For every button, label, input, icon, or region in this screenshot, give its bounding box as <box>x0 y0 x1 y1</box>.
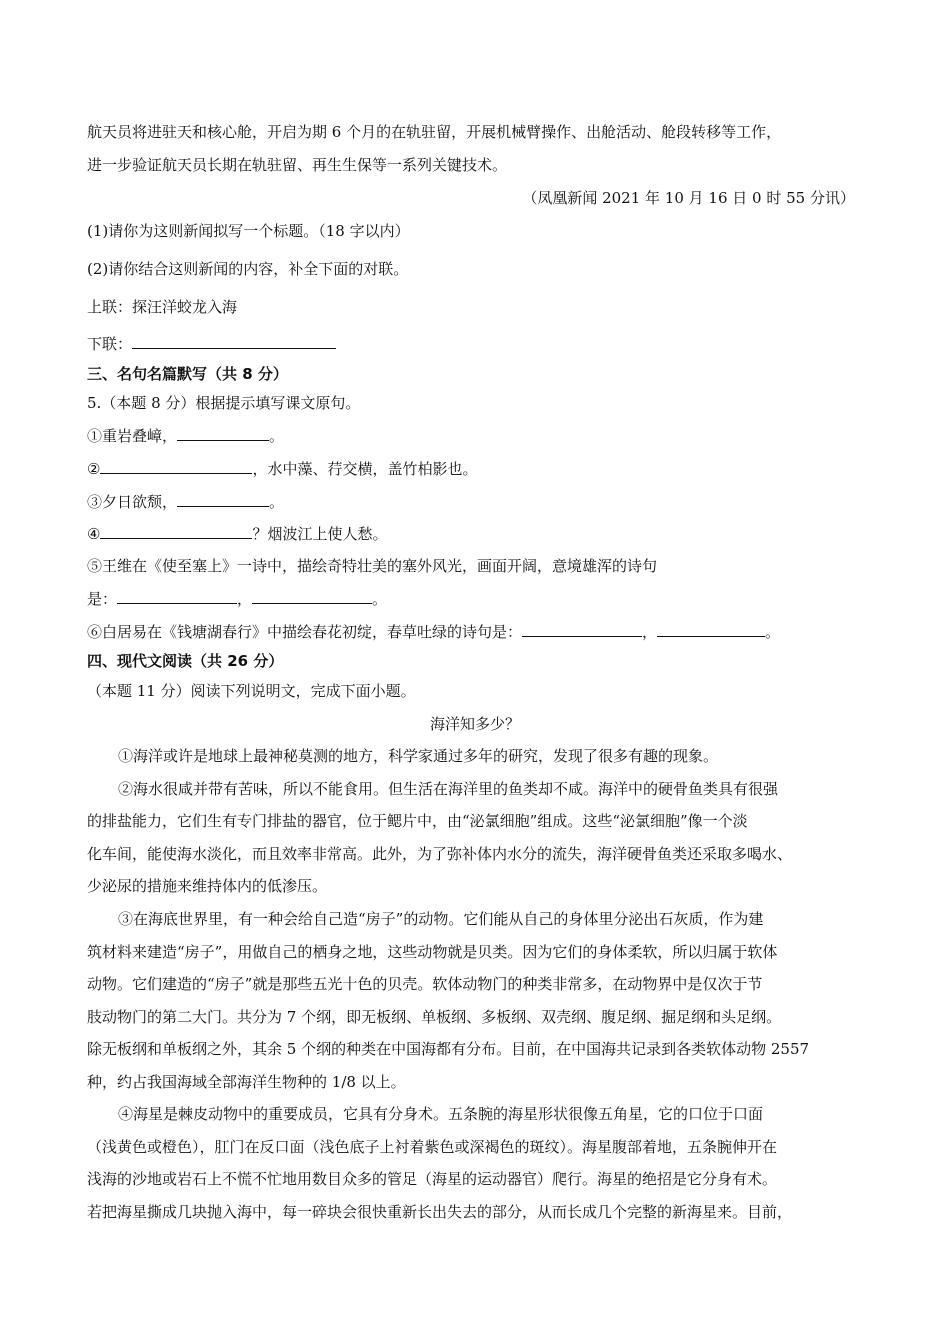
recite-item-6-comma: ， <box>642 623 658 641</box>
article-line: 动物。它们建造的“房子”就是那些五光十色的贝壳。软体动物门的种类非常多，在动物界中是仅次于节 <box>87 975 763 993</box>
recite-item-1-blank[interactable] <box>177 426 269 441</box>
article-line: ④海星是棘皮动物中的重要成员，它具有分身术。五条腕的海星形状很像五角星，它的口位于口面 <box>118 1105 764 1123</box>
recite-item-2-number: ② <box>87 460 101 478</box>
recite-item-6-blank-2[interactable] <box>657 622 765 637</box>
recite-item-5-comma: ， <box>237 590 253 608</box>
article-line: 化车间，能使海水淡化，而且效率非常高。此外，为了弥补体内水分的流失，海洋硬骨鱼类还采取多喝水、 <box>87 845 793 863</box>
couplet-upper: 上联：探汪洋蛟龙入海 <box>87 298 238 316</box>
recite-item-6-blank-1[interactable] <box>522 622 642 637</box>
recite-item-3-blank[interactable] <box>177 492 269 507</box>
article-line: 若把海星撕成几块抛入海中，每一碎块会很快重新长出失去的部分，从而长成几个完整的新海星来。目前， <box>87 1203 793 1221</box>
section-3-heading: 三、名句名篇默写（共 8 分） <box>87 365 288 383</box>
couplet-lower-row <box>87 334 336 354</box>
article-line: 肢动物门的第二大门。共分为 7 个纲，即无板纲、单板纲、多板纲、双壳纲、腹足纲、掘足纲和头足纲。 <box>87 1008 782 1026</box>
recite-item-6-end: 。 <box>765 623 781 641</box>
article-line: 筑材料来建造“房子”，用做自己的栖身之地，这些动物就是贝类。因为它们的身体柔软，所以归属于软体 <box>87 943 778 961</box>
article-line: 种，约占我国海域全部海洋生物种的 1/8 以上。 <box>87 1073 406 1091</box>
article-line: ③在海底世界里，有一种会给自己造“房子”的动物。它们能从自己的身体里分泌出石灰质，作为建 <box>118 910 764 928</box>
recite-item-2 <box>87 459 477 479</box>
recite-item-5-line-1: ⑤王维在《使至塞上》一诗中，描绘奇特壮美的塞外风光，画面开阔，意境雄浑的诗句 <box>87 557 658 575</box>
recite-item-4 <box>87 524 387 544</box>
recite-item-1-text: ①重岩叠嶂， <box>87 427 178 445</box>
recite-item-6-text: ⑥白居易在《钱塘湖春行》中描绘春花初绽，春草吐绿的诗句是： <box>87 623 523 641</box>
question-5-intro: 5.（本题 8 分）根据提示填写课文原句。 <box>87 394 361 412</box>
article-line: 少泌尿的措施来维持体内的低渗压。 <box>87 877 328 895</box>
recite-item-3-end: 。 <box>269 493 285 511</box>
recite-item-5-blank-2[interactable] <box>252 589 372 604</box>
news-paragraph-line-1: 航天员将进驻天和核心舱，开启为期 6 个月的在轨驻留，开展机械臂操作、出舱活动、舱段转移等工作， <box>87 123 782 141</box>
recite-item-5-end: 。 <box>372 590 388 608</box>
article-line: 除无板纲和单板纲之外，其余 5 个纲的种类在中国海都有分布。目前，在中国海共记录到各类软体动物 2557 <box>87 1040 810 1058</box>
recite-item-4-blank[interactable] <box>100 524 252 539</box>
article-line: 浅海的沙地或岩石上不慌不忙地用数目众多的管足（海星的运动器官）爬行。海星的绝招是它分身有术。 <box>87 1170 778 1188</box>
question-1: (1)请你为这则新闻拟写一个标题。（18 字以内） <box>87 222 410 240</box>
recite-item-1-end: 。 <box>269 427 285 445</box>
article-line: 的排盐能力，它们生有专门排盐的器官，位于鳃片中，由“泌氯细胞”组成。这些“泌氯细胞”像一个淡 <box>87 812 748 830</box>
recite-item-4-number: ④ <box>87 525 101 543</box>
article-title: 海洋知多少？ <box>429 715 520 733</box>
recite-item-6 <box>87 622 780 642</box>
news-paragraph-line-2: 进一步验证航天员长期在轨驻留、再生生保等一系列关键技术。 <box>87 156 508 174</box>
recite-item-3 <box>87 492 284 512</box>
recite-item-2-text: ，水中藻、荇交横，盖竹柏影也。 <box>252 460 478 478</box>
question-2: (2)请你结合这则新闻的内容，补全下面的对联。 <box>87 260 409 278</box>
recite-item-5-line-2 <box>87 589 387 609</box>
recite-item-2-blank[interactable] <box>100 459 252 474</box>
article-line: ①海洋或许是地球上最神秘莫测的地方，科学家通过多年的研究，发现了很多有趣的现象。 <box>118 747 719 765</box>
couplet-lower-label: 下联： <box>87 335 133 353</box>
recite-item-4-text: ？烟波江上使人愁。 <box>252 525 388 543</box>
article-line: ②海水很咸并带有苦味，所以不能食用。但生活在海洋里的鱼类却不咸。海洋中的硬骨鱼类具有很强 <box>118 780 779 798</box>
article-line: （浅黄色或橙色），肛门在反口面（浅色底子上衬着紫色或深褐色的斑纹）。海星腹部着地，五条腕伸开在 <box>87 1138 778 1156</box>
recite-item-5-label: 是： <box>87 590 118 608</box>
couplet-lower-blank[interactable] <box>132 334 336 349</box>
recite-item-1 <box>87 426 284 446</box>
recite-item-3-text: ③夕日欲颓， <box>87 493 178 511</box>
recite-item-5-blank-1[interactable] <box>117 589 237 604</box>
section-4-heading: 四、现代文阅读（共 26 分） <box>87 652 284 670</box>
reading-intro: （本题 11 分）阅读下列说明文，完成下面小题。 <box>87 682 416 700</box>
news-source: （凤凰新闻 2021 年 10 月 16 日 0 时 55 分讯） <box>522 189 855 207</box>
